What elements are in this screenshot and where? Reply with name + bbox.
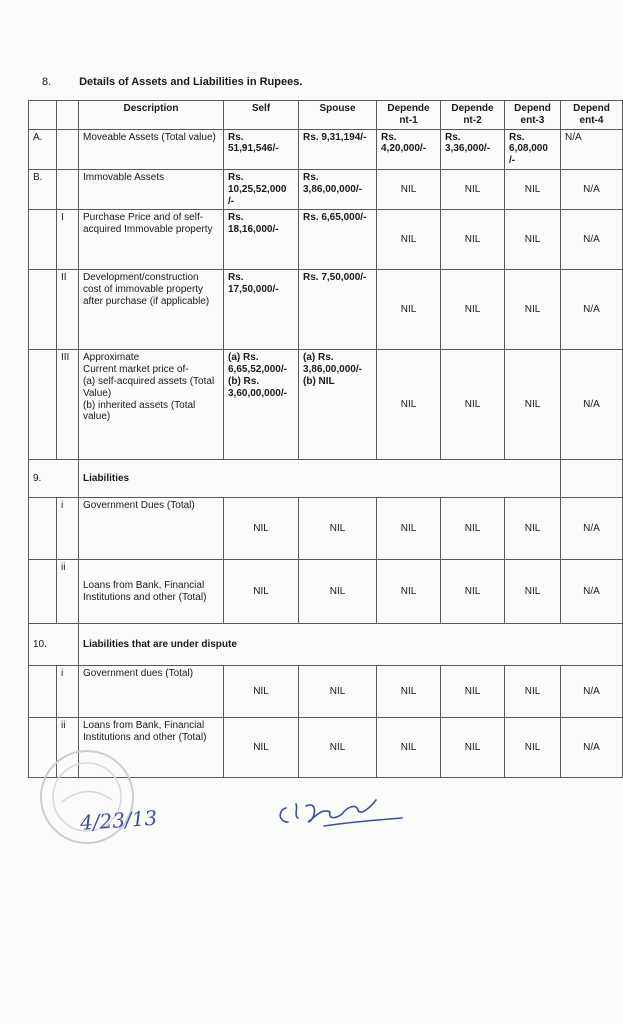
row-description: Immovable Assets	[79, 169, 224, 209]
row-subcode	[57, 169, 79, 209]
table-row	[29, 350, 623, 460]
row-description	[79, 350, 224, 460]
row-code	[29, 498, 57, 560]
row-subcode	[57, 129, 79, 169]
row-description: Loans from Bank, Financial Institutions and other (Total)	[79, 560, 224, 624]
section-number: 9.	[29, 460, 79, 498]
value-dependent-3: NIL	[505, 350, 561, 460]
value-spouse: Rs. 9,31,194/-	[299, 129, 377, 169]
desc-line: (a) self-acquired assets (Total Value)	[83, 375, 215, 399]
value-dependent-2: NIL	[441, 270, 505, 350]
header-self: Self	[224, 101, 299, 130]
handwritten-date	[78, 800, 158, 840]
row-description: Government dues (Total)	[79, 666, 224, 718]
value-self: Rs. 10,25,52,000 /-	[224, 169, 299, 209]
value-dependent-4: N/A	[561, 560, 623, 624]
value-dependent-3: NIL	[505, 210, 561, 270]
section-title: Liabilities that are under dispute	[79, 624, 623, 666]
row-subcode: i	[57, 498, 79, 560]
value-dependent-4: N/A	[561, 129, 623, 169]
assets-liabilities-table	[28, 100, 623, 778]
row-subcode: i	[57, 666, 79, 718]
row-code	[29, 210, 57, 270]
row-code: B.	[29, 169, 57, 209]
value-self: Rs. 51,91,546/-	[224, 129, 299, 169]
value-dependent-4: N/A	[561, 350, 623, 460]
section-number: 10.	[29, 624, 79, 666]
value-spouse: NIL	[299, 718, 377, 778]
value-self	[224, 350, 299, 460]
value-self-a: (a) Rs. 6,65,52,000/-	[228, 352, 287, 376]
value-spouse	[299, 350, 377, 460]
row-code	[29, 270, 57, 350]
table-row	[29, 210, 623, 270]
row-code	[29, 560, 57, 624]
section-title: Liabilities	[79, 460, 561, 498]
row-description: Government Dues (Total)	[79, 498, 224, 560]
value-self: NIL	[224, 498, 299, 560]
section-number: 8.	[42, 76, 52, 88]
signature-mark	[272, 786, 412, 836]
value-dependent-2: NIL	[441, 210, 505, 270]
value-dependent-1: NIL	[377, 560, 441, 624]
value-dependent-4: N/A	[561, 498, 623, 560]
row-code	[29, 666, 57, 718]
section-heading	[42, 76, 302, 88]
value-dependent-2: NIL	[441, 350, 505, 460]
value-spouse: NIL	[299, 666, 377, 718]
table-row	[29, 560, 623, 624]
table-row	[29, 169, 623, 209]
row-subcode: III	[57, 350, 79, 460]
value-self: NIL	[224, 666, 299, 718]
row-description: Development/construction cost of immovable property after purchase (if applicable)	[79, 270, 224, 350]
table-row	[29, 270, 623, 350]
header-blank	[29, 101, 57, 130]
value-dependent-1: NIL	[377, 169, 441, 209]
header-dependent-4: Depend ent-4	[561, 101, 623, 130]
value-self: Rs. 18,16,000/-	[224, 210, 299, 270]
value-self: NIL	[224, 560, 299, 624]
header-dependent-2: Depende nt-2	[441, 101, 505, 130]
value-spouse-b: (b) NIL	[303, 375, 335, 387]
section-row-disputed	[29, 624, 623, 666]
value-dependent-4: N/A	[561, 210, 623, 270]
value-spouse: NIL	[299, 498, 377, 560]
value-self-b: (b) Rs. 3,60,00,000/-	[228, 375, 287, 399]
value-dependent-1: NIL	[377, 666, 441, 718]
row-description: Purchase Price and of self-acquired Immovable property	[79, 210, 224, 270]
value-dependent-2: NIL	[441, 666, 505, 718]
desc-line: (b) inherited assets (Total value)	[83, 399, 196, 423]
desc-line: Approximate	[83, 352, 140, 364]
table-row	[29, 498, 623, 560]
header-blank	[57, 101, 79, 130]
section-title: Details of Assets and Liabilities in Rupees.	[79, 76, 303, 88]
value-spouse-a: (a) Rs. 3,86,00,000/-	[303, 352, 362, 376]
header-dependent-1: Depende nt-1	[377, 101, 441, 130]
table-header-row	[29, 101, 623, 130]
value-dependent-3: NIL	[505, 718, 561, 778]
value-dependent-1: NIL	[377, 350, 441, 460]
value-dependent-4: N/A	[561, 270, 623, 350]
value-dependent-3: NIL	[505, 560, 561, 624]
value-dependent-2: NIL	[441, 498, 505, 560]
value-spouse: Rs. 3,86,00,000/-	[299, 169, 377, 209]
value-dependent-1: NIL	[377, 210, 441, 270]
value-dependent-2: NIL	[441, 560, 505, 624]
section-blank	[561, 460, 623, 498]
value-dependent-1: NIL	[377, 498, 441, 560]
header-spouse: Spouse	[299, 101, 377, 130]
value-dependent-1: NIL	[377, 718, 441, 778]
value-spouse: Rs. 7,50,000/-	[299, 270, 377, 350]
row-subcode: II	[57, 270, 79, 350]
value-dependent-3: NIL	[505, 498, 561, 560]
row-subcode: ii	[57, 718, 79, 778]
value-dependent-4: N/A	[561, 718, 623, 778]
initials-text: 4/23/13	[79, 805, 158, 835]
value-dependent-3: Rs. 6,08,000 /-	[505, 129, 561, 169]
header-description: Description	[79, 101, 224, 130]
row-code: A.	[29, 129, 57, 169]
value-dependent-4: N/A	[561, 169, 623, 209]
section-row-liabilities	[29, 460, 623, 498]
row-subcode: ii	[57, 560, 79, 624]
row-description: Loans from Bank, Financial Institutions and other (Total)	[79, 718, 224, 778]
value-dependent-3: NIL	[505, 270, 561, 350]
value-dependent-4: N/A	[561, 666, 623, 718]
value-dependent-2: NIL	[441, 718, 505, 778]
row-code	[29, 350, 57, 460]
value-dependent-1: NIL	[377, 270, 441, 350]
table-row	[29, 129, 623, 169]
desc-line: Current market price of-	[83, 364, 189, 376]
table-row	[29, 666, 623, 718]
value-self: NIL	[224, 718, 299, 778]
row-description: Moveable Assets (Total value)	[79, 129, 224, 169]
value-dependent-1: Rs. 4,20,000/-	[377, 129, 441, 169]
value-dependent-2: Rs. 3,36,000/-	[441, 129, 505, 169]
value-dependent-2: NIL	[441, 169, 505, 209]
value-spouse: NIL	[299, 560, 377, 624]
row-subcode: I	[57, 210, 79, 270]
value-spouse: Rs. 6,65,000/-	[299, 210, 377, 270]
value-dependent-3: NIL	[505, 666, 561, 718]
value-dependent-3: NIL	[505, 169, 561, 209]
header-dependent-3: Depend ent-3	[505, 101, 561, 130]
value-self: Rs. 17,50,000/-	[224, 270, 299, 350]
